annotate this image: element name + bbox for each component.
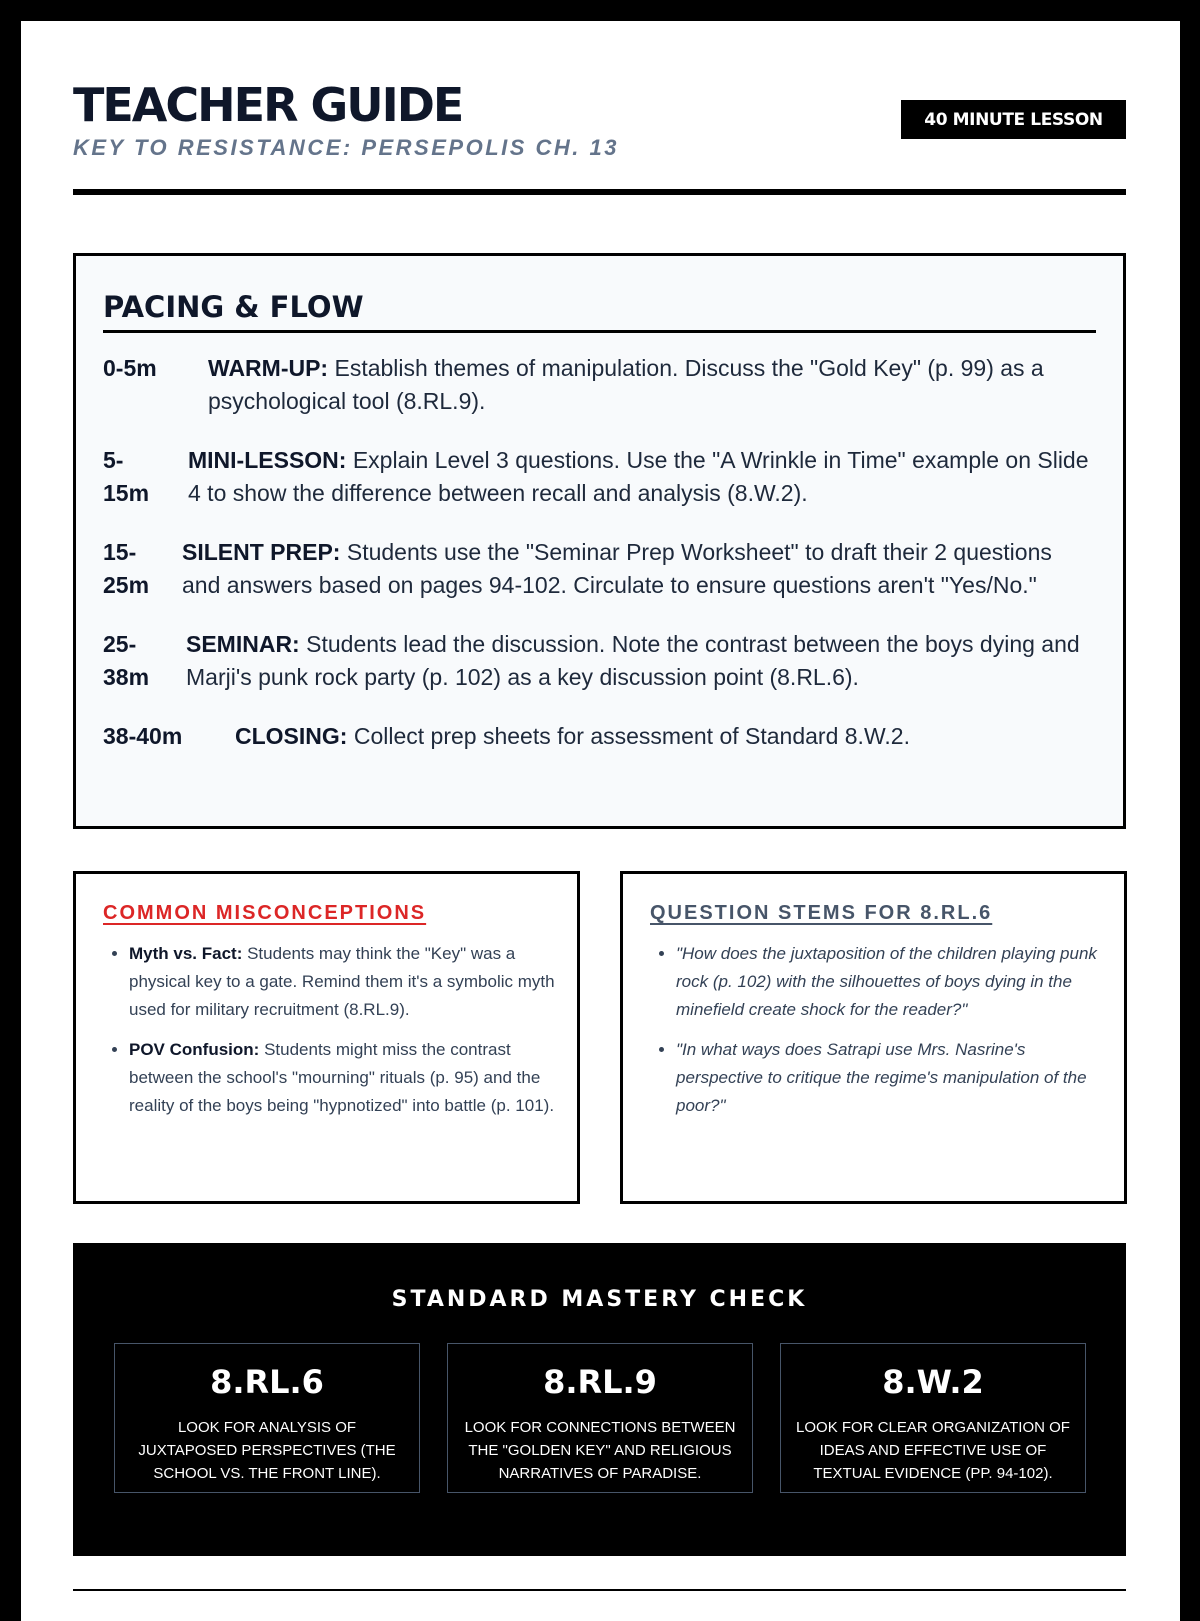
pacing-label: MINI-LESSON: <box>188 447 347 473</box>
item-text: Students may think the "Key" was a physical key to a gate. Remind them it's a symbolic myth used for military recruitment (8.RL.9). <box>129 944 555 1019</box>
pacing-text <box>188 444 1096 510</box>
header-divider <box>73 189 1126 195</box>
mastery-section <box>73 1243 1126 1556</box>
pacing-divider <box>103 330 1096 333</box>
pacing-row <box>103 352 1096 418</box>
question-stems-list <box>650 940 1116 1132</box>
footer-divider <box>73 1589 1126 1591</box>
pacing-section <box>73 253 1126 829</box>
question-stems-title: QUESTION STEMS FOR 8.RL.6 <box>650 902 993 924</box>
page <box>21 21 1180 1621</box>
header <box>73 21 1126 221</box>
standard-code: 8.RL.9 <box>543 1363 657 1401</box>
pacing-row <box>103 628 1096 694</box>
item-text: Students might miss the contrast between the school's "mourning" rituals (p. 95) and the reality of the boys being "hypnotized" into battle (p. 101). <box>129 1040 555 1115</box>
pacing-label: CLOSING: <box>235 723 348 749</box>
pacing-row <box>103 536 1096 602</box>
question-stems-card <box>620 871 1127 1204</box>
pacing-text <box>235 720 910 753</box>
pacing-time: 0-5m <box>103 355 157 381</box>
page-title: TEACHER GUIDE <box>73 78 463 132</box>
pacing-time: 38-40m <box>103 723 183 749</box>
pacing-list <box>103 352 1096 779</box>
standard-code: 8.W.2 <box>882 1363 984 1401</box>
standard-description: LOOK FOR CLEAR ORGANIZATION OF IDEAS AND EFFECTIVE USE OF TEXTUAL EVIDENCE (PP. 94-102). <box>796 1419 1070 1482</box>
standard-code: 8.RL.6 <box>210 1363 324 1401</box>
list-item <box>129 1036 569 1120</box>
pacing-label: SILENT PREP: <box>182 539 341 565</box>
pacing-description: Establish themes of manipulation. Discuss the "Gold Key" (p. 99) as a psychological tool (8.RL.9). <box>208 355 1044 414</box>
item-label: Myth vs. Fact: <box>129 944 243 963</box>
pacing-time: 25- 38m <box>103 631 150 690</box>
pacing-text <box>186 628 1096 694</box>
page-subtitle: KEY TO RESISTANCE: PERSEPOLIS CH. 13 <box>73 135 619 160</box>
pacing-description: Explain Level 3 questions. Use the "A Wrinkle in Time" example on Slide 4 to show the difference between recall and analysis (8.W.2). <box>188 447 1089 506</box>
pacing-row <box>103 720 1096 753</box>
list-item: • "How does the juxtaposition of the children playing punk rock (p. 102) with the silhouettes of boys dying in the minefield create shock for the reader?" <box>676 940 1116 1024</box>
mastery-title: STANDARD MASTERY CHECK <box>391 1287 808 1312</box>
item-label: POV Confusion: <box>129 1040 260 1059</box>
misconceptions-list <box>103 940 569 1132</box>
mastery-card <box>780 1343 1086 1493</box>
misconceptions-card <box>73 871 580 1204</box>
pacing-text <box>208 352 1096 418</box>
pacing-description: Students use the "Seminar Prep Worksheet" to draft their 2 questions and answers based on pages 94-102. Circulate to ensure questions aren't "Yes/No." <box>182 539 1052 598</box>
pacing-time: 5- 15m <box>103 447 150 506</box>
standard-description: LOOK FOR CONNECTIONS BETWEEN THE "GOLDEN KEY" AND RELIGIOUS NARRATIVES OF PARADISE. <box>464 1419 736 1482</box>
list-item: • "In what ways does Satrapi use Mrs. Nasrine's perspective to critique the regime's manipulation of the poor?" <box>676 1036 1116 1120</box>
mastery-card <box>447 1343 753 1493</box>
pacing-description: Collect prep sheets for assessment of Standard 8.W.2. <box>353 723 910 749</box>
pacing-row <box>103 444 1096 510</box>
pacing-label: WARM-UP: <box>208 355 329 381</box>
standard-description: LOOK FOR ANALYSIS OF JUXTAPOSED PERSPECTIVES (THE SCHOOL VS. THE FRONT LINE). <box>138 1419 396 1482</box>
pacing-text <box>182 536 1096 602</box>
pacing-label: SEMINAR: <box>186 631 300 657</box>
lesson-length-badge: 40 MINUTE LESSON <box>901 100 1126 139</box>
pacing-description: Students lead the discussion. Note the contrast between the boys dying and Marji's punk rock party (p. 102) as a key discussion point (8.RL.6). <box>186 631 1080 690</box>
list-item <box>129 940 569 1024</box>
pacing-time: 15- 25m <box>103 539 150 598</box>
pacing-title: PACING & FLOW <box>103 290 364 324</box>
misconceptions-title: COMMON MISCONCEPTIONS <box>103 902 427 924</box>
mastery-card <box>114 1343 420 1493</box>
